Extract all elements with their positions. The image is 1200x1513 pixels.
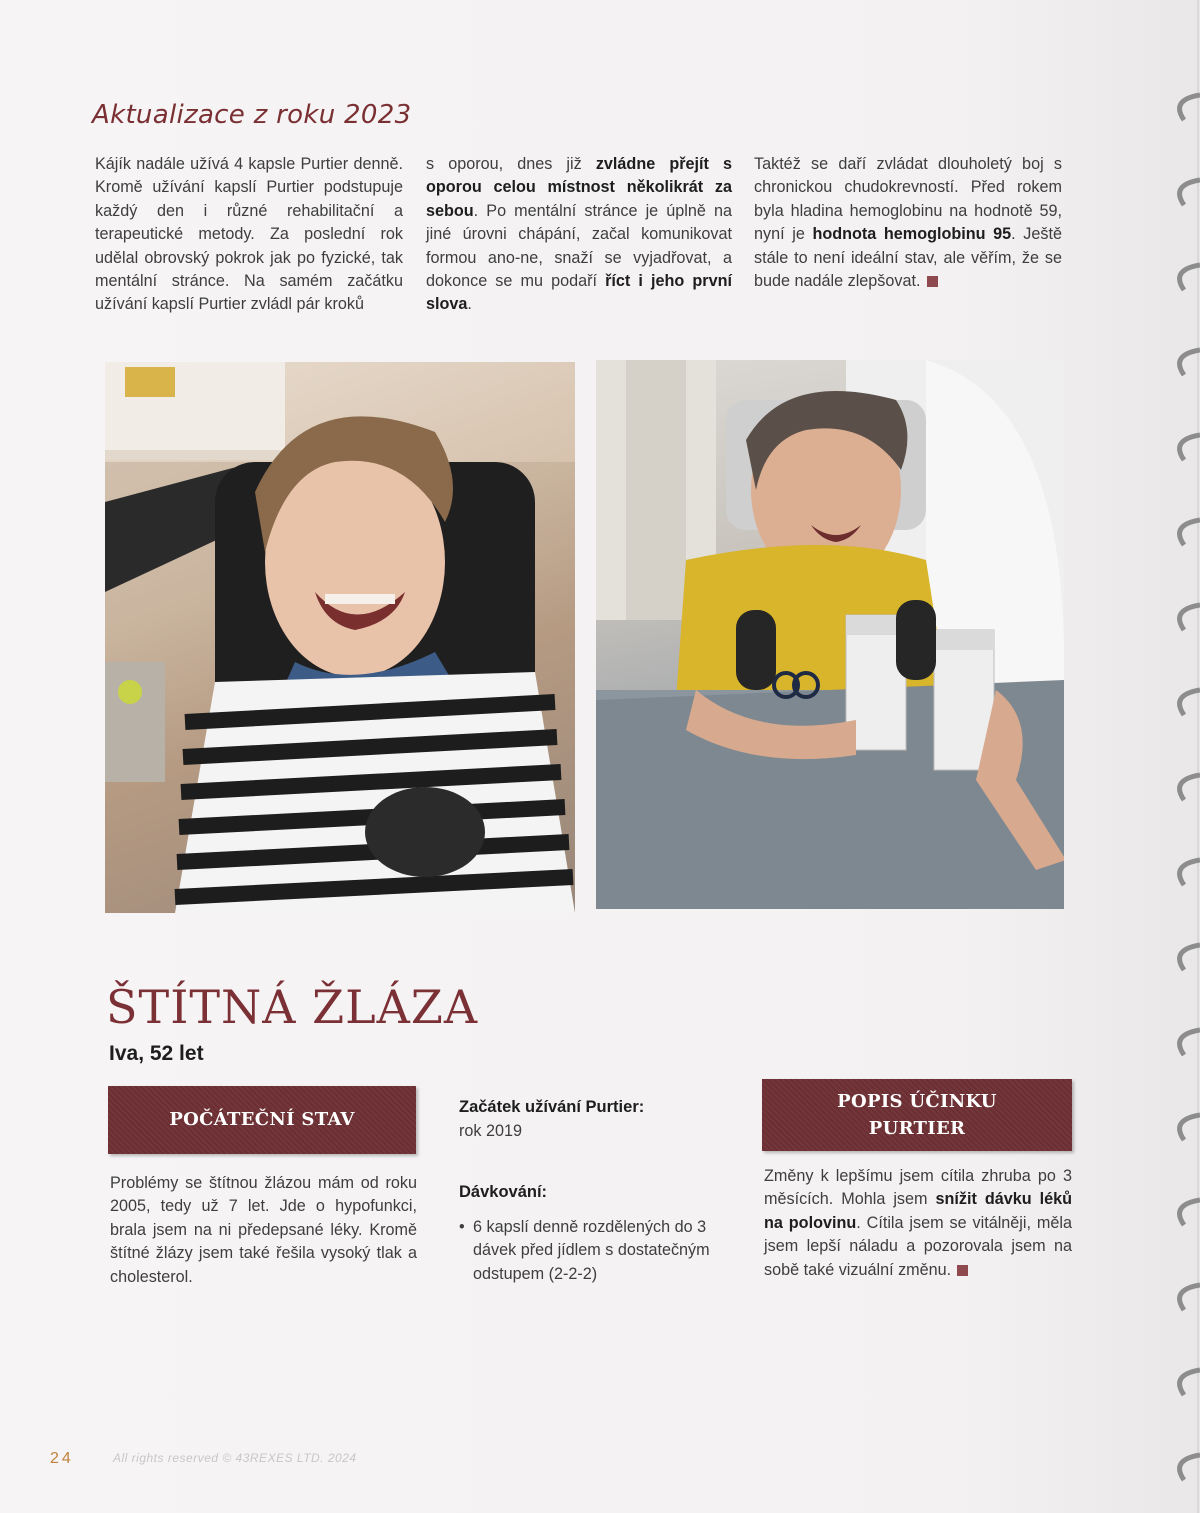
- person-name: Iva, 52 let: [109, 1042, 204, 1065]
- text-span: . Ještě stále to není ideální stav, ale věřím, že se bude nadále zlepšovat.: [754, 225, 1062, 291]
- update-title: Aktualizace z roku 2023: [92, 100, 412, 130]
- section-title: ŠTÍTNÁ ŽLÁZA: [106, 980, 479, 1034]
- end-mark-icon: [957, 1265, 968, 1276]
- effect-text: [764, 1165, 1072, 1282]
- page-number: 24: [50, 1450, 74, 1467]
- effect-banner: [762, 1079, 1072, 1151]
- text-span: Taktéž se daří zvládat dlouholetý boj s chronickou chudokrevností. Před rokem byla hladina hemoglobinu na hodnotě 59, nyní je: [754, 155, 1062, 244]
- start-value: rok 2019: [459, 1122, 522, 1140]
- photo-boy-wheelchair-illustration: [105, 362, 575, 913]
- spiral-binding-icon: [1140, 0, 1200, 1513]
- dosage-list: [459, 1216, 719, 1286]
- photo-boy-with-products: [596, 360, 1064, 909]
- text-span: s oporou, dnes již: [426, 155, 596, 173]
- dosage-item: • 6 kapslí denně rozdělených do 3 dávek před jídlem s dostatečným odstupem (2-2-2): [459, 1216, 719, 1286]
- end-mark-icon: [927, 276, 938, 287]
- initial-state-banner: POČÁTEČNÍ STAV: [108, 1086, 416, 1154]
- text-span: . Cítila jsem se vitálněji, měla jsem lepší náladu a pozorovala jsem na sobě také vizuální změnu.: [764, 1213, 1072, 1279]
- update-column-1: Kájík nadále užívá 4 kapsle Purtier denně. Kromě užívání kapslí Purtier podstupuje každý den i různé rehabilitační a terapeutické metody. Za poslední rok udělal obrovský pokrok jak po fyzické, tak mentální stránce. Na samém začátku užívání kapslí Purtier zvládl pár kroků: [95, 155, 403, 314]
- update-column-2: [426, 153, 732, 317]
- highlight-text: snížit dávku léků na polovinu: [764, 1190, 1072, 1232]
- dosage-label: Dávkování:: [459, 1183, 548, 1201]
- photo-boy-with-products-illustration: [596, 360, 1064, 909]
- text-span: . Po mentální stránce je úplně na jiné úrovni chápání, začal komunikovat formou ano-ne, snaží se vyjadřovat, a dokonce se mu podaří: [426, 201, 732, 291]
- start-label: Začátek užívání Purtier:: [459, 1098, 645, 1116]
- copyright-notice: All rights reserved © 43REXES LTD. 2024: [113, 1451, 357, 1465]
- photo-boy-wheelchair: [105, 362, 575, 913]
- effect-banner-line-2: PURTIER: [868, 1118, 966, 1139]
- highlight-text: zvládne přejít s oporou celou místnost několikrát za sebou: [426, 155, 733, 220]
- update-column-3: [754, 153, 1062, 293]
- highlight-text: hodnota hemoglobinu 95: [812, 225, 1012, 244]
- text-span: .: [467, 295, 472, 314]
- text-span: Změny k lepšímu jsem cítila zhruba po 3 měsících. Mohla jsem: [764, 1167, 1072, 1209]
- highlight-text: říct i jeho první slova: [426, 272, 732, 314]
- initial-state-text: Problémy se štítnou žlázou mám od roku 2005, tedy už 7 let. Jde o hypofunkci, brala jsem na ni předepsané léky. Kromě štítné žlázy jsem také řešila vysoký tlak a cholesterol.: [110, 1174, 417, 1286]
- effect-banner-line-1: POPIS ÚČINKU: [837, 1091, 997, 1112]
